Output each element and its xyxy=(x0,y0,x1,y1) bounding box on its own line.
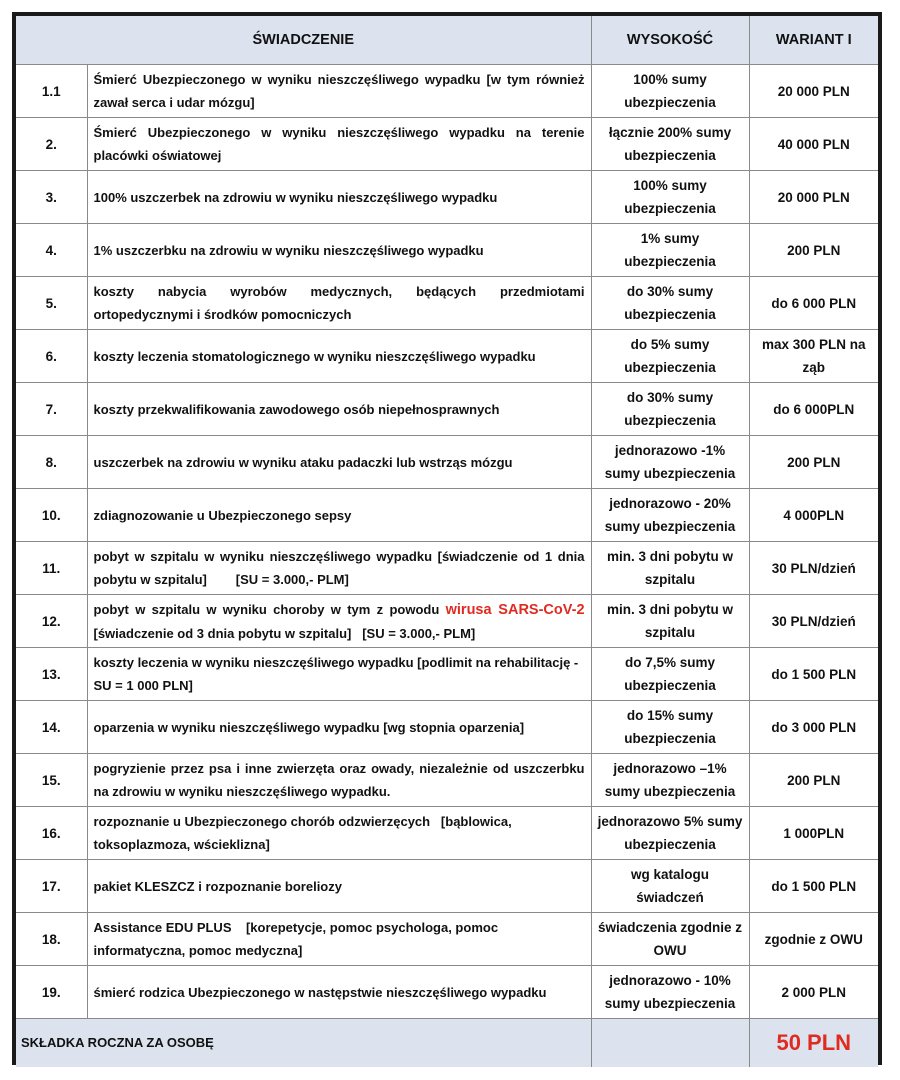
row-amount: łącznie 200% sumy ubezpieczenia xyxy=(591,118,749,171)
header-amount: WYSOKOŚĆ xyxy=(591,16,749,65)
row-amount: do 30% sumy ubezpieczenia xyxy=(591,383,749,436)
row-description: Śmierć Ubezpieczonego w wyniku nieszczęśliwego wypadku na terenie placówki oświatowej xyxy=(87,118,591,171)
row-number: 8. xyxy=(16,436,87,489)
table-row xyxy=(16,330,878,383)
row-amount: do 7,5% sumy ubezpieczenia xyxy=(591,648,749,701)
benefits-table xyxy=(16,16,878,1067)
row-variant: 30 PLN/dzień xyxy=(749,595,878,648)
row-amount: wg katalogu świadczeń xyxy=(591,860,749,913)
table-row xyxy=(16,383,878,436)
table-row xyxy=(16,171,878,224)
table-row xyxy=(16,701,878,754)
row-amount: 100% sumy ubezpieczenia xyxy=(591,171,749,224)
row-description-text: pobyt w szpitalu w wyniku choroby w tym z powodu xyxy=(93,601,446,617)
row-number: 12. xyxy=(16,595,87,648)
row-description: koszty nabycia wyrobów medycznych, będących przedmiotami ortopedycznymi i środków pomocniczych xyxy=(87,277,591,330)
row-description: pogryzienie przez psa i inne zwierzęta oraz owady, niezależnie od uszczerbku na zdrowiu w wyniku nieszczęśliwego wypadku. xyxy=(87,754,591,807)
row-description: koszty przekwalifikowania zawodowego osób niepełnosprawnych xyxy=(87,383,591,436)
table-header-row xyxy=(16,16,878,65)
table-row xyxy=(16,65,878,118)
row-amount: jednorazowo - 20% sumy ubezpieczenia xyxy=(591,489,749,542)
row-number: 11. xyxy=(16,542,87,595)
row-description: śmierć rodzica Ubezpieczonego w następstwie nieszczęśliwego wypadku xyxy=(87,966,591,1019)
row-number: 5. xyxy=(16,277,87,330)
table-row xyxy=(16,277,878,330)
table-row xyxy=(16,595,878,648)
table-row xyxy=(16,966,878,1019)
row-amount: 100% sumy ubezpieczenia xyxy=(591,65,749,118)
table-row xyxy=(16,754,878,807)
row-variant: 40 000 PLN xyxy=(749,118,878,171)
row-variant: zgodnie z OWU xyxy=(749,913,878,966)
row-amount: min. 3 dni pobytu w szpitalu xyxy=(591,542,749,595)
row-amount: min. 3 dni pobytu w szpitalu xyxy=(591,595,749,648)
row-variant: 30 PLN/dzień xyxy=(749,542,878,595)
row-description: Śmierć Ubezpieczonego w wyniku nieszczęśliwego wypadku [w tym również zawał serca i udar mózgu] xyxy=(87,65,591,118)
table-row xyxy=(16,489,878,542)
row-amount: jednorazowo –1% sumy ubezpieczenia xyxy=(591,754,749,807)
row-amount: jednorazowo - 10% sumy ubezpieczenia xyxy=(591,966,749,1019)
covid-highlight: wirusa SARS-CoV-2 xyxy=(445,601,585,618)
row-variant: 200 PLN xyxy=(749,436,878,489)
row-description: koszty leczenia w wyniku nieszczęśliwego wypadku [podlimit na rehabilitację - SU = 1 000 PLN] xyxy=(87,648,591,701)
annual-premium-value: 50 PLN xyxy=(749,1019,878,1067)
row-variant: 2 000 PLN xyxy=(749,966,878,1019)
row-variant: 200 PLN xyxy=(749,754,878,807)
row-number: 14. xyxy=(16,701,87,754)
table-row xyxy=(16,807,878,860)
row-description: oparzenia w wyniku nieszczęśliwego wypadku [wg stopnia oparzenia] xyxy=(87,701,591,754)
row-variant: do 1 500 PLN xyxy=(749,648,878,701)
table-row xyxy=(16,118,878,171)
row-variant: max 300 PLN na ząb xyxy=(749,330,878,383)
row-variant: do 6 000PLN xyxy=(749,383,878,436)
row-number: 3. xyxy=(16,171,87,224)
row-variant: 200 PLN xyxy=(749,224,878,277)
footer-row xyxy=(16,1019,878,1067)
row-description: Assistance EDU PLUS [korepetycje, pomoc psychologa, pomoc informatyczna, pomoc medyczna] xyxy=(87,913,591,966)
row-number: 4. xyxy=(16,224,87,277)
row-number: 6. xyxy=(16,330,87,383)
row-description: rozpoznanie u Ubezpieczonego chorób odzwierzęcych [bąblowica, toksoplazmoza, wścieklizna] xyxy=(87,807,591,860)
row-number: 17. xyxy=(16,860,87,913)
table-row xyxy=(16,860,878,913)
row-number: 10. xyxy=(16,489,87,542)
row-description: pobyt w szpitalu w wyniku nieszczęśliwego wypadku [świadczenie od 1 dnia pobytu w szpitalu] [SU = 3.000,- PLM] xyxy=(87,542,591,595)
benefits-table-container xyxy=(12,12,882,1065)
row-amount: do 5% sumy ubezpieczenia xyxy=(591,330,749,383)
table-row xyxy=(16,436,878,489)
row-number: 7. xyxy=(16,383,87,436)
row-variant: 1 000PLN xyxy=(749,807,878,860)
row-description: 100% uszczerbek na zdrowiu w wyniku nieszczęśliwego wypadku xyxy=(87,171,591,224)
row-description: pakiet KLESZCZ i rozpoznanie boreliozy xyxy=(87,860,591,913)
annual-premium-label: SKŁADKA ROCZNA ZA OSOBĘ xyxy=(16,1019,591,1067)
row-variant: do 1 500 PLN xyxy=(749,860,878,913)
row-description: zdiagnozowanie u Ubezpieczonego sepsy xyxy=(87,489,591,542)
header-variant: WARIANT I xyxy=(749,16,878,65)
row-variant: 20 000 PLN xyxy=(749,65,878,118)
row-description xyxy=(87,595,591,648)
row-amount: do 15% sumy ubezpieczenia xyxy=(591,701,749,754)
row-amount: 1% sumy ubezpieczenia xyxy=(591,224,749,277)
row-amount: jednorazowo -1% sumy ubezpieczenia xyxy=(591,436,749,489)
row-description: 1% uszczerbku na zdrowiu w wyniku nieszczęśliwego wypadku xyxy=(87,224,591,277)
row-variant: 4 000PLN xyxy=(749,489,878,542)
row-number: 2. xyxy=(16,118,87,171)
table-row xyxy=(16,913,878,966)
table-row xyxy=(16,542,878,595)
table-row xyxy=(16,648,878,701)
row-number: 19. xyxy=(16,966,87,1019)
row-amount: jednorazowo 5% sumy ubezpieczenia xyxy=(591,807,749,860)
row-description-text: [świadczenie od 3 dnia pobytu w szpitalu] [SU = 3.000,- PLM] xyxy=(93,601,592,641)
row-description: koszty leczenia stomatologicznego w wyniku nieszczęśliwego wypadku xyxy=(87,330,591,383)
row-number: 13. xyxy=(16,648,87,701)
row-number: 1.1 xyxy=(16,65,87,118)
row-amount: świadczenia zgodnie z OWU xyxy=(591,913,749,966)
row-number: 15. xyxy=(16,754,87,807)
annual-premium-amount xyxy=(591,1019,749,1067)
header-benefit: ŚWIADCZENIE xyxy=(16,16,591,65)
row-description: uszczerbek na zdrowiu w wyniku ataku padaczki lub wstrząs mózgu xyxy=(87,436,591,489)
table-row xyxy=(16,224,878,277)
row-number: 16. xyxy=(16,807,87,860)
row-number: 18. xyxy=(16,913,87,966)
row-amount: do 30% sumy ubezpieczenia xyxy=(591,277,749,330)
row-variant: 20 000 PLN xyxy=(749,171,878,224)
row-variant: do 3 000 PLN xyxy=(749,701,878,754)
row-variant: do 6 000 PLN xyxy=(749,277,878,330)
